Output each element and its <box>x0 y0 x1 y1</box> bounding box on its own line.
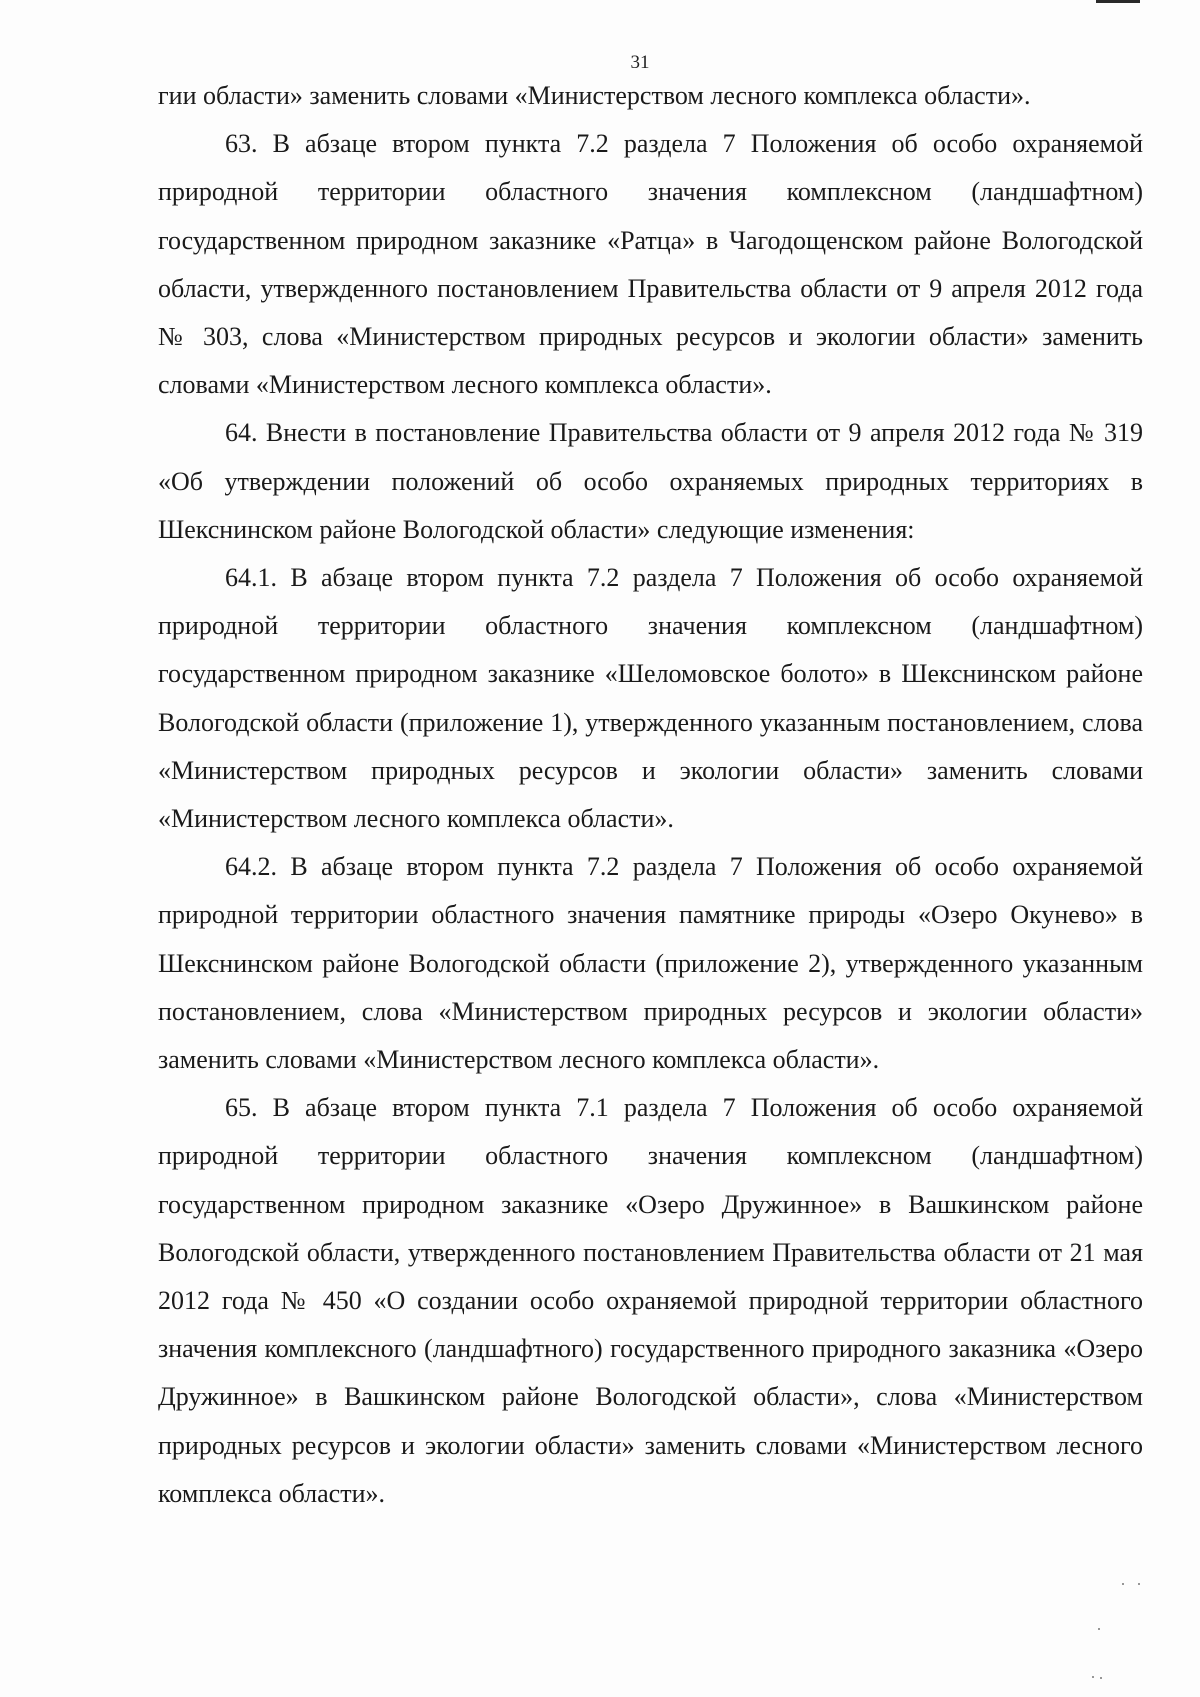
page-number: 31 <box>630 52 650 73</box>
document-body <box>158 72 1143 1518</box>
scan-edge-mark <box>1096 0 1140 3</box>
scan-speck <box>1122 1583 1124 1585</box>
paragraph-64: 64. Внести в постановление Правительства области от 9 апреля 2012 года № 319 «Об утверждении положений об особо охраняемых природных территориях в Шекснинском районе Вологодской области» следующие изменения: <box>158 418 1143 544</box>
scan-speck <box>1100 1677 1102 1679</box>
paragraph-continuation: гии области» заменить словами «Министерством лесного комплекса области». <box>158 81 1031 110</box>
paragraph-63: 63. В абзаце втором пункта 7.2 раздела 7 Положения об особо охраняемой природной территории областного значения комплексном (ландшафтном) государственном природном заказнике «Ратца» в Чагодощенском районе Вологодской области, утвержденного постановлением Правительства области от 9 апреля 2012 года № 303, слова «Министерством природных ресурсов и экологии области» заменить словами «Министерством лесного комплекса области». <box>158 129 1143 400</box>
paragraph-64-2: 64.2. В абзаце втором пункта 7.2 раздела 7 Положения об особо охраняемой природной территории областного значения памятнике природы «Озеро Окунево» в Шекснинском районе Вологодской области (приложение 2), утвержденного указанным постановлением, слова «Министерством природных ресурсов и экологии области» заменить словами «Министерством лесного комплекса области». <box>158 852 1143 1075</box>
scan-speck <box>1138 1583 1140 1585</box>
paragraph-64-1: 64.1. В абзаце втором пункта 7.2 раздела 7 Положения об особо охраняемой природной территории областного значения комплексном (ландшафтном) государственном природном заказнике «Шеломовское болото» в Шекснинском районе Вологодской области (приложение 1), утвержденного указанным постановлением, слова «Министерством природных ресурсов и экологии области» заменить словами «Министерством лесного комплекса области». <box>158 563 1143 834</box>
paragraph-65: 65. В абзаце втором пункта 7.1 раздела 7 Положения об особо охраняемой природной территории областного значения комплексном (ландшафтном) государственном природном заказнике «Озеро Дружинное» в Вашкинском районе Вологодской области, утвержденного постановлением Правительства области от 21 мая 2012 года № 450 «О создании особо охраняемой природной территории областного значения комплексного (ландшафтного) государственного природного заказника «Озеро Дружинное» в Вашкинском районе Вологодской области», слова «Министерством природных ресурсов и экологии области» заменить словами «Министерством лесного комплекса области». <box>158 1093 1143 1508</box>
scan-speck <box>1098 1628 1100 1630</box>
scan-speck <box>1092 1676 1094 1678</box>
